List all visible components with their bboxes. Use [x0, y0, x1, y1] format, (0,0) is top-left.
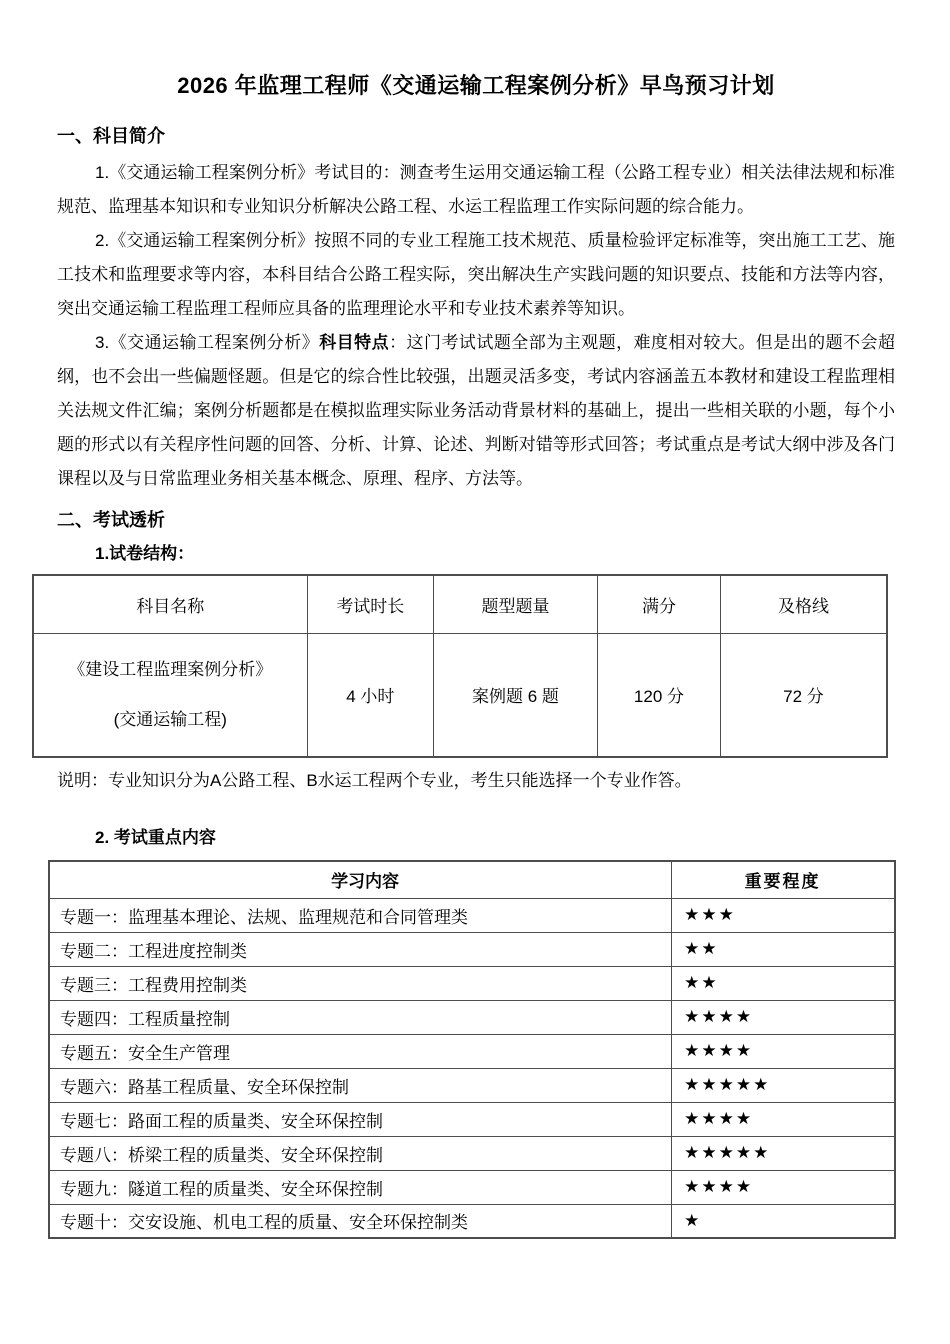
subject-name-line2: (交通运输工程): [113, 709, 227, 729]
subject-name-line1: 《建设工程监理案例分析》: [68, 659, 273, 679]
subheading-paper-structure: 1.试卷结构：: [95, 544, 195, 563]
cell-topic: 专题五：安全生产管理: [49, 1034, 672, 1068]
table-row: [49, 1034, 895, 1068]
paragraph-3-prefix: 3.《交通运输工程案例分析》: [95, 333, 320, 352]
cell-topic: 专题七：路面工程的质量类、安全环保控制: [49, 1102, 672, 1136]
cell-question-types: 案例题 6 题: [434, 633, 598, 757]
key-content-table-header: [49, 861, 895, 898]
cell-star-rating: ★★: [672, 932, 895, 966]
cell-star-rating: ★★★: [672, 898, 895, 932]
key-content-table-body: [49, 898, 895, 1238]
cell-star-rating: ★★★★★: [672, 1136, 895, 1170]
exam-structure-table: [32, 574, 888, 758]
subject-name-gap: [38, 682, 303, 708]
cell-pass-line: 72 分: [720, 633, 887, 757]
table-note: 说明：专业知识分为A公路工程、B水运工程两个专业，考生只能选择一个专业作答。: [57, 771, 692, 790]
cell-subject-name: [33, 633, 307, 757]
paragraph-exam-purpose: 1.《交通运输工程案例分析》考试目的：测查考生运用交通运输工程（公路工程专业）相关法律法规和标准规范、监理基本知识和专业知识分析解决公路工程、水运工程监理工作实际问题的综合能力。: [57, 163, 895, 216]
header-full-score: 满分: [597, 575, 720, 633]
table-row: [49, 1102, 895, 1136]
paragraph-subject-features: [57, 326, 895, 496]
table-row: [49, 966, 895, 1000]
table-row: [49, 1000, 895, 1034]
table-row: [33, 633, 887, 757]
header-study-content: 学习内容: [49, 861, 672, 898]
header-subject-name: 科目名称: [33, 575, 307, 633]
cell-topic: 专题九：隧道工程的质量类、安全环保控制: [49, 1170, 672, 1204]
section-heading-exam-analysis: 二、考试透析: [57, 510, 165, 530]
paragraph-exam-scope: 2.《交通运输工程案例分析》按照不同的专业工程施工技术规范、质量检验评定标准等，突出施工工艺、施工技术和监理要求等内容，本科目结合公路工程实际，突出解决生产实践问题的知识要点、技能和方法等内容，突出交通运输工程监理工程师应具备的监理理论水平和专业技术素养等知识。: [57, 231, 895, 318]
cell-star-rating: ★★★★: [672, 1034, 895, 1068]
subheading-key-content: 2. 考试重点内容: [95, 828, 216, 847]
table-row: [49, 1068, 895, 1102]
cell-topic: 专题一：监理基本理论、法规、监理规范和合同管理类: [49, 898, 672, 932]
header-pass-line: 及格线: [720, 575, 887, 633]
page-title: 2026 年监理工程师《交通运输工程案例分析》早鸟预习计划: [177, 73, 775, 98]
cell-topic: 专题六：路基工程质量、安全环保控制: [49, 1068, 672, 1102]
table-header-row: [33, 575, 887, 633]
table-row: [49, 1204, 895, 1238]
cell-topic: 专题三：工程费用控制类: [49, 966, 672, 1000]
exam-structure-table-body: [33, 633, 887, 757]
paragraph-3-bold-term: 科目特点: [319, 333, 390, 352]
cell-star-rating: ★★★★: [672, 1170, 895, 1204]
cell-topic: 专题二：工程进度控制类: [49, 932, 672, 966]
section-heading-subject-intro: 一、科目简介: [57, 126, 165, 146]
cell-topic: 专题十：交安设施、机电工程的质量、安全环保控制类: [49, 1204, 672, 1238]
cell-topic: 专题四：工程质量控制: [49, 1000, 672, 1034]
header-question-types: 题型题量: [434, 575, 598, 633]
header-exam-duration: 考试时长: [307, 575, 433, 633]
cell-star-rating: ★★: [672, 966, 895, 1000]
cell-star-rating: ★★★★: [672, 1102, 895, 1136]
table-row: [49, 898, 895, 932]
cell-topic: 专题八：桥梁工程的质量类、安全环保控制: [49, 1136, 672, 1170]
table-header-row: [49, 861, 895, 898]
table-row: [49, 1170, 895, 1204]
cell-star-rating: ★★★★: [672, 1000, 895, 1034]
cell-exam-duration: 4 小时: [307, 633, 433, 757]
table-row: [49, 932, 895, 966]
exam-structure-table-header: [33, 575, 887, 633]
cell-star-rating: ★: [672, 1204, 895, 1238]
cell-full-score: 120 分: [597, 633, 720, 757]
key-content-table: [48, 860, 896, 1239]
table-row: [49, 1136, 895, 1170]
cell-star-rating: ★★★★★: [672, 1068, 895, 1102]
header-importance: 重要程度: [672, 861, 895, 898]
paragraph-3-body: ：这门考试试题全部为主观题，难度相对较大。但是出的题不会超纲，也不会出一些偏题怪题。但是它的综合性比较强，出题灵活多变，考试内容涵盖五本教材和建设工程监理相关法规文件汇编；案例分析题都是在模拟监理实际业务活动背景材料的基础上，提出一些相关联的小题，每个小题的形式以有关程序性问题的回答、分析、计算、论述、判断对错等形式回答；考试重点是考试大纲中涉及各门课程以及与日常监理业务相关基本概念、原理、程序、方法等。: [57, 333, 896, 488]
